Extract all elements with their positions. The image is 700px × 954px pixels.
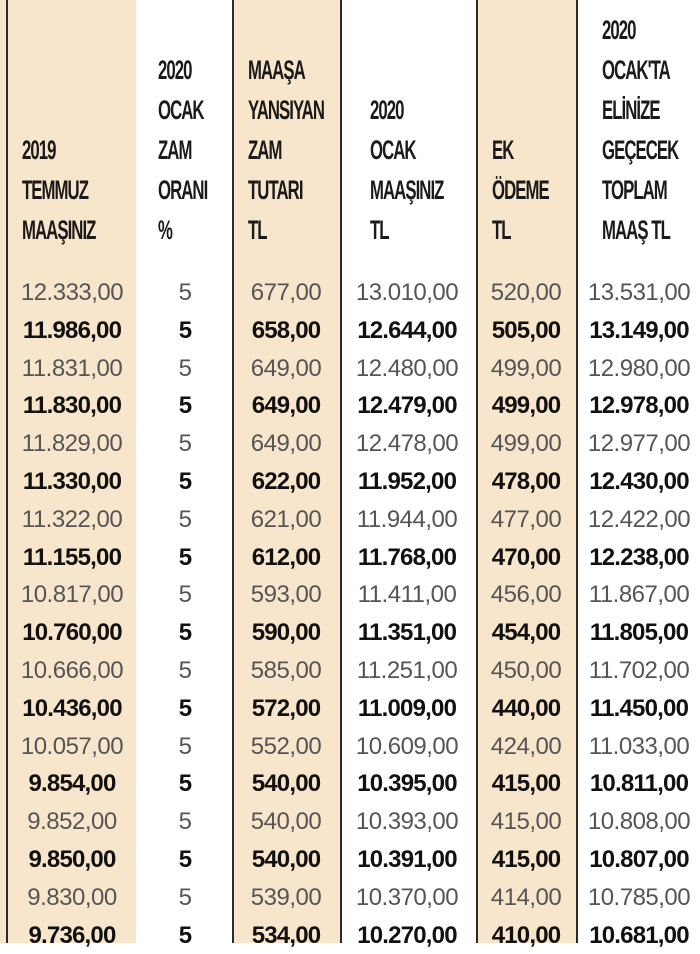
header-line: 2020 bbox=[158, 55, 192, 85]
cell-total-salary: 11.702,00 bbox=[588, 656, 690, 684]
header-line: TUTARI bbox=[248, 175, 303, 205]
header-line: OCAK bbox=[158, 95, 204, 125]
cell-2019-salary: 11.322,00 bbox=[21, 505, 123, 533]
cell-total-salary: 11.033,00 bbox=[588, 732, 690, 760]
header-line: ÖDEME bbox=[492, 175, 549, 205]
cell-total-salary: 11.805,00 bbox=[589, 619, 689, 647]
cell-2020-salary: 13.010,00 bbox=[355, 279, 459, 306]
cell-raise-rate: 5 bbox=[178, 354, 192, 382]
cell-raise-amount: 540,00 bbox=[251, 770, 321, 798]
cell-raise-rate: 5 bbox=[178, 467, 192, 495]
cell-raise-rate: 5 bbox=[178, 279, 192, 306]
table-row bbox=[0, 501, 700, 539]
cell-total-salary: 10.807,00 bbox=[589, 845, 689, 873]
header-line: % bbox=[158, 215, 172, 245]
cell-2020-salary: 11.944,00 bbox=[356, 505, 458, 533]
cell-raise-rate: 5 bbox=[178, 619, 192, 647]
header-line: 2019 bbox=[22, 135, 56, 165]
header-2020-salary bbox=[370, 90, 443, 250]
header-line: EK bbox=[492, 135, 514, 165]
cell-2020-salary: 11.009,00 bbox=[357, 694, 457, 722]
cell-2020-salary: 12.480,00 bbox=[355, 354, 459, 382]
cell-total-salary: 12.422,00 bbox=[587, 505, 691, 533]
cell-2019-salary: 10.436,00 bbox=[22, 694, 122, 722]
header-line: 2020 bbox=[602, 15, 636, 45]
table-row bbox=[0, 917, 700, 954]
cell-extra-payment: 456,00 bbox=[490, 581, 562, 609]
cell-extra-payment: 415,00 bbox=[490, 808, 562, 836]
table-body bbox=[0, 274, 700, 954]
cell-total-salary: 12.980,00 bbox=[587, 354, 691, 382]
header-line: MAAŞINIZ bbox=[370, 175, 444, 205]
table-row bbox=[0, 614, 700, 652]
cell-raise-rate: 5 bbox=[178, 581, 192, 609]
cell-2020-salary: 10.391,00 bbox=[357, 845, 457, 873]
table-row bbox=[0, 576, 700, 614]
cell-raise-rate: 5 bbox=[178, 316, 192, 344]
cell-raise-rate: 5 bbox=[178, 656, 192, 684]
cell-raise-amount: 590,00 bbox=[251, 619, 321, 647]
header-line: GEÇECEK bbox=[602, 135, 679, 165]
table-row bbox=[0, 539, 700, 577]
header-line: TEMMUZ bbox=[22, 175, 89, 205]
cell-total-salary: 11.450,00 bbox=[589, 694, 689, 722]
cell-raise-amount: 612,00 bbox=[251, 543, 321, 571]
cell-2020-salary: 10.270,00 bbox=[357, 921, 457, 949]
cell-raise-amount: 552,00 bbox=[250, 732, 322, 760]
cell-2020-salary: 11.768,00 bbox=[357, 543, 457, 571]
header-line: ORANI bbox=[158, 175, 208, 205]
table-row bbox=[0, 425, 700, 463]
cell-extra-payment: 424,00 bbox=[490, 732, 562, 760]
cell-2019-salary: 11.830,00 bbox=[22, 392, 122, 420]
cell-raise-rate: 5 bbox=[178, 808, 192, 836]
cell-2019-salary: 9.736,00 bbox=[28, 921, 116, 949]
cell-extra-payment: 450,00 bbox=[490, 656, 562, 684]
cell-raise-rate: 5 bbox=[178, 770, 192, 798]
cell-extra-payment: 520,00 bbox=[490, 279, 562, 306]
cell-raise-amount: 649,00 bbox=[251, 392, 321, 420]
cell-2019-salary: 9.830,00 bbox=[27, 883, 117, 911]
cell-2019-salary: 10.817,00 bbox=[20, 581, 124, 609]
table-row bbox=[0, 765, 700, 803]
cell-raise-amount: 534,00 bbox=[251, 921, 321, 949]
cell-total-salary: 10.811,00 bbox=[589, 770, 689, 798]
header-extra-payment bbox=[492, 130, 549, 250]
cell-total-salary: 10.681,00 bbox=[589, 921, 689, 949]
cell-raise-amount: 593,00 bbox=[250, 581, 322, 609]
header-line: MAAŞINIZ bbox=[22, 215, 96, 245]
cell-total-salary: 10.808,00 bbox=[587, 808, 691, 836]
cell-raise-rate: 5 bbox=[178, 543, 192, 571]
cell-2020-salary: 11.251,00 bbox=[356, 656, 458, 684]
cell-extra-payment: 505,00 bbox=[491, 316, 561, 344]
cell-raise-amount: 621,00 bbox=[250, 505, 322, 533]
table-row bbox=[0, 274, 700, 312]
cell-2019-salary: 9.852,00 bbox=[27, 808, 117, 836]
cell-raise-rate: 5 bbox=[178, 392, 192, 420]
table-row bbox=[0, 312, 700, 350]
cell-raise-rate: 5 bbox=[178, 430, 192, 458]
table-row bbox=[0, 879, 700, 917]
cell-extra-payment: 499,00 bbox=[490, 430, 562, 458]
cell-raise-amount: 540,00 bbox=[250, 808, 322, 836]
cell-raise-rate: 5 bbox=[178, 883, 192, 911]
cell-raise-amount: 539,00 bbox=[250, 883, 322, 911]
cell-raise-rate: 5 bbox=[178, 921, 192, 949]
cell-2020-salary: 12.644,00 bbox=[357, 316, 457, 344]
cell-extra-payment: 440,00 bbox=[491, 694, 561, 722]
header-2019-salary bbox=[22, 130, 95, 250]
table-header bbox=[0, 0, 700, 272]
cell-2019-salary: 10.760,00 bbox=[22, 619, 122, 647]
cell-total-salary: 12.430,00 bbox=[589, 467, 689, 495]
cell-extra-payment: 499,00 bbox=[491, 392, 561, 420]
table-row bbox=[0, 652, 700, 690]
cell-extra-payment: 415,00 bbox=[491, 845, 561, 873]
cell-2019-salary: 11.330,00 bbox=[22, 467, 122, 495]
cell-2019-salary: 11.986,00 bbox=[22, 316, 122, 344]
cell-2020-salary: 12.478,00 bbox=[355, 430, 459, 458]
cell-2019-salary: 9.854,00 bbox=[28, 770, 116, 798]
cell-extra-payment: 414,00 bbox=[490, 883, 562, 911]
table-row bbox=[0, 841, 700, 879]
header-line: TL bbox=[370, 215, 389, 245]
cell-raise-amount: 622,00 bbox=[251, 467, 321, 495]
header-line: ELİNİZE bbox=[602, 95, 660, 125]
cell-2019-salary: 10.666,00 bbox=[20, 656, 124, 684]
header-line: 2020 bbox=[370, 95, 404, 125]
cell-2019-salary: 10.057,00 bbox=[20, 732, 124, 760]
table-row bbox=[0, 728, 700, 766]
cell-extra-payment: 415,00 bbox=[491, 770, 561, 798]
cell-2020-salary: 10.393,00 bbox=[355, 808, 459, 836]
cell-raise-amount: 649,00 bbox=[250, 430, 322, 458]
cell-2019-salary: 11.155,00 bbox=[22, 543, 122, 571]
cell-raise-amount: 649,00 bbox=[250, 354, 322, 382]
header-line: YANSIYAN bbox=[248, 95, 324, 125]
header-total-salary bbox=[602, 10, 678, 250]
cell-extra-payment: 410,00 bbox=[491, 921, 561, 949]
cell-raise-amount: 572,00 bbox=[251, 694, 321, 722]
cell-raise-rate: 5 bbox=[178, 732, 192, 760]
cell-extra-payment: 477,00 bbox=[490, 505, 562, 533]
cell-raise-amount: 585,00 bbox=[250, 656, 322, 684]
cell-total-salary: 11.867,00 bbox=[588, 581, 690, 609]
cell-2019-salary: 12.333,00 bbox=[20, 279, 124, 306]
cell-extra-payment: 454,00 bbox=[491, 619, 561, 647]
cell-total-salary: 12.977,00 bbox=[587, 430, 691, 458]
cell-2020-salary: 11.952,00 bbox=[357, 467, 457, 495]
cell-extra-payment: 478,00 bbox=[491, 467, 561, 495]
cell-2020-salary: 10.609,00 bbox=[355, 732, 459, 760]
header-raise-rate bbox=[158, 50, 207, 250]
header-line: TOPLAM bbox=[602, 175, 667, 205]
cell-total-salary: 13.531,00 bbox=[587, 279, 691, 306]
cell-extra-payment: 470,00 bbox=[491, 543, 561, 571]
cell-2019-salary: 11.829,00 bbox=[21, 430, 123, 458]
cell-2020-salary: 10.370,00 bbox=[355, 883, 459, 911]
cell-2020-salary: 11.411,00 bbox=[357, 581, 457, 609]
cell-raise-amount: 677,00 bbox=[250, 279, 322, 306]
cell-raise-amount: 658,00 bbox=[251, 316, 321, 344]
cell-total-salary: 12.978,00 bbox=[589, 392, 689, 420]
cell-2020-salary: 11.351,00 bbox=[357, 619, 457, 647]
cell-total-salary: 10.785,00 bbox=[587, 883, 691, 911]
header-line: OCAK'TA bbox=[602, 55, 670, 85]
cell-2020-salary: 10.395,00 bbox=[357, 770, 457, 798]
table-row bbox=[0, 350, 700, 388]
cell-raise-amount: 540,00 bbox=[251, 845, 321, 873]
cell-raise-rate: 5 bbox=[178, 505, 192, 533]
cell-raise-rate: 5 bbox=[178, 694, 192, 722]
cell-2020-salary: 12.479,00 bbox=[357, 392, 457, 420]
table-row bbox=[0, 690, 700, 728]
header-line: ZAM bbox=[158, 135, 192, 165]
header-raise-amount bbox=[248, 50, 324, 250]
cell-2019-salary: 9.850,00 bbox=[28, 845, 116, 873]
header-line: TL bbox=[248, 215, 267, 245]
cell-2019-salary: 11.831,00 bbox=[21, 354, 123, 382]
header-line: MAAŞA bbox=[248, 55, 305, 85]
header-line: MAAŞ TL bbox=[602, 215, 670, 245]
cell-extra-payment: 499,00 bbox=[490, 354, 562, 382]
header-line: TL bbox=[492, 215, 511, 245]
table-row bbox=[0, 803, 700, 841]
cell-total-salary: 13.149,00 bbox=[589, 316, 689, 344]
header-line: OCAK bbox=[370, 135, 416, 165]
cell-total-salary: 12.238,00 bbox=[589, 543, 689, 571]
table-row bbox=[0, 463, 700, 501]
cell-raise-rate: 5 bbox=[178, 845, 192, 873]
table-row bbox=[0, 387, 700, 425]
header-line: ZAM bbox=[248, 135, 282, 165]
